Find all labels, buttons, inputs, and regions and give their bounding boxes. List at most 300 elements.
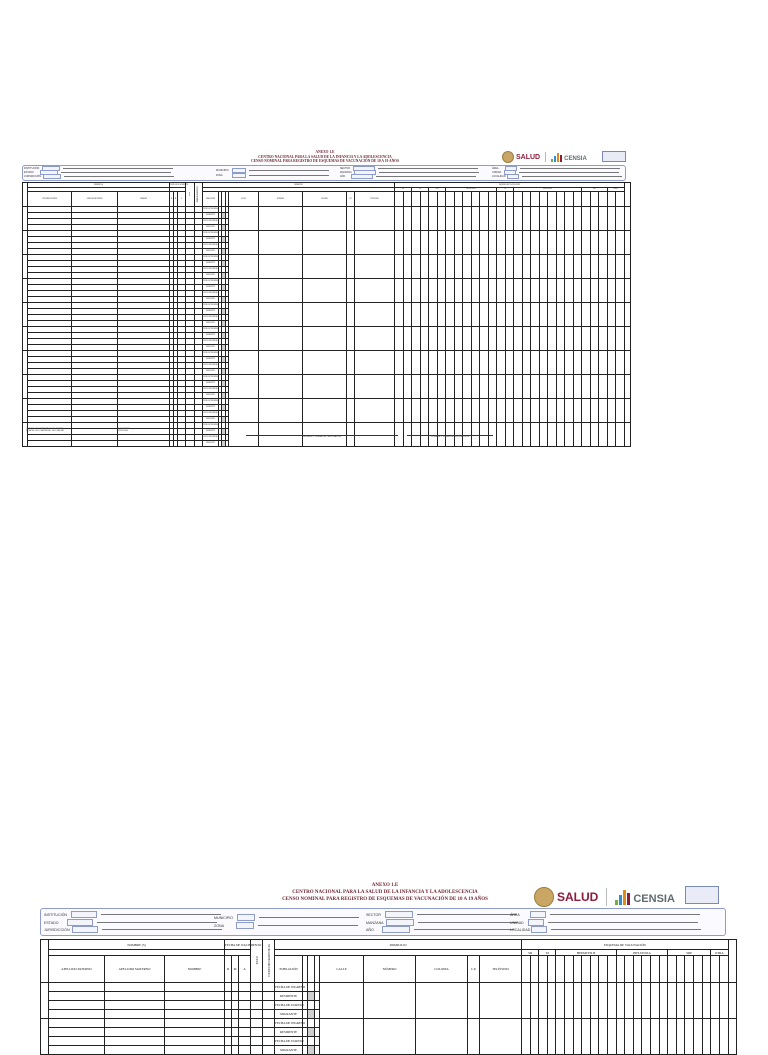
- folio-box[interactable]: [602, 151, 626, 162]
- cell-cp[interactable]: [347, 207, 355, 231]
- cell-dose[interactable]: [497, 375, 506, 399]
- cell-dose[interactable]: [573, 231, 582, 255]
- field-sector-detail[interactable]: SECTOR: [366, 911, 517, 918]
- cell-dose[interactable]: [607, 207, 616, 231]
- cell-dose[interactable]: [471, 279, 480, 303]
- field-municipio[interactable]: MUNICIPIO: [216, 168, 329, 173]
- cell-dose[interactable]: [412, 255, 421, 279]
- cell-dose[interactable]: [565, 399, 574, 423]
- cell-dose[interactable]: [676, 983, 685, 1019]
- cell-numero[interactable]: [259, 327, 303, 351]
- cell-dose[interactable]: [471, 399, 480, 423]
- cell-nombre[interactable]: [165, 1037, 225, 1046]
- cell-numero[interactable]: [364, 1019, 416, 1055]
- cell-dose[interactable]: [514, 255, 523, 279]
- cell-dose[interactable]: [505, 303, 514, 327]
- cell-check[interactable]: [308, 1019, 315, 1028]
- cell-dose[interactable]: [608, 1019, 617, 1055]
- cell-dose[interactable]: [599, 423, 608, 447]
- cell-dose[interactable]: [420, 255, 429, 279]
- cell-apellido-paterno[interactable]: [49, 1028, 105, 1037]
- cell-dose[interactable]: [531, 207, 540, 231]
- cell-dose[interactable]: [565, 303, 574, 327]
- cell-check[interactable]: [315, 1001, 320, 1010]
- cell-dose[interactable]: [497, 231, 506, 255]
- cell-dose[interactable]: [429, 279, 438, 303]
- cell-dose[interactable]: [548, 351, 557, 375]
- cell-calle[interactable]: [229, 399, 259, 423]
- cell-check[interactable]: [308, 1001, 315, 1010]
- cell-dose[interactable]: [668, 983, 677, 1019]
- field-anio-detail[interactable]: AÑO: [366, 926, 514, 933]
- cell-dose[interactable]: [607, 327, 616, 351]
- cell-apellido-materno[interactable]: [105, 983, 165, 992]
- cell-dose[interactable]: [565, 279, 574, 303]
- cell-dose[interactable]: [403, 207, 412, 231]
- cell-dose[interactable]: [395, 327, 404, 351]
- cell-dose[interactable]: [480, 231, 489, 255]
- cell-dose[interactable]: [514, 327, 523, 351]
- cell-dose[interactable]: [702, 1019, 711, 1055]
- cell-dose[interactable]: [463, 231, 472, 255]
- cell-dose[interactable]: [514, 423, 523, 447]
- cell-dose[interactable]: [539, 279, 548, 303]
- cell-fecha-sexo[interactable]: [239, 1019, 251, 1028]
- cell-dose[interactable]: [403, 255, 412, 279]
- cell-dose[interactable]: [556, 255, 565, 279]
- cell-dose[interactable]: [522, 279, 531, 303]
- cell-dose[interactable]: [539, 255, 548, 279]
- cell-fecha-sexo[interactable]: [232, 1028, 239, 1037]
- cell-fecha-sexo[interactable]: [232, 1001, 239, 1010]
- cell-dose[interactable]: [429, 375, 438, 399]
- cell-dose[interactable]: [608, 983, 617, 1019]
- cell-dose[interactable]: [590, 983, 599, 1019]
- cell-telefono[interactable]: [355, 375, 395, 399]
- cell-dose[interactable]: [514, 207, 523, 231]
- cell-dose[interactable]: [547, 1019, 556, 1055]
- cell-dose[interactable]: [607, 375, 616, 399]
- cell-dose[interactable]: [446, 351, 455, 375]
- cell-dose[interactable]: [582, 207, 591, 231]
- cell-dose[interactable]: [565, 1019, 574, 1055]
- cell-fecha-sexo[interactable]: [251, 983, 263, 992]
- cell-dose[interactable]: [607, 351, 616, 375]
- cell-check[interactable]: [315, 1010, 320, 1019]
- cell-dose[interactable]: [616, 983, 625, 1019]
- cell-dose[interactable]: [573, 207, 582, 231]
- cell-fecha-sexo[interactable]: [263, 1001, 275, 1010]
- cell-dose[interactable]: [437, 399, 446, 423]
- cell-dose[interactable]: [616, 1019, 625, 1055]
- cell-numero[interactable]: [259, 399, 303, 423]
- cell-colonia[interactable]: [303, 231, 347, 255]
- cell-colonia[interactable]: [303, 279, 347, 303]
- cell-numero[interactable]: [364, 983, 416, 1019]
- cell-dose[interactable]: [531, 399, 540, 423]
- cell-dose[interactable]: [693, 983, 702, 1019]
- cell-dose[interactable]: [616, 327, 625, 351]
- cell-dose[interactable]: [556, 351, 565, 375]
- cell-dose[interactable]: [505, 255, 514, 279]
- cell-fecha-sexo[interactable]: [232, 983, 239, 992]
- cell-dose[interactable]: [607, 399, 616, 423]
- cell-cp[interactable]: [347, 399, 355, 423]
- cell-dose[interactable]: [497, 255, 506, 279]
- cell-dose[interactable]: [531, 351, 540, 375]
- cell-apellido-paterno[interactable]: [49, 1046, 105, 1055]
- cell-cp[interactable]: [468, 983, 480, 1019]
- cell-colonia[interactable]: [303, 399, 347, 423]
- cell-fecha-sexo[interactable]: [251, 992, 263, 1001]
- cell-nombre[interactable]: [165, 1028, 225, 1037]
- cell-dose[interactable]: [454, 231, 463, 255]
- cell-dose[interactable]: [650, 983, 659, 1019]
- cell-dose[interactable]: [429, 399, 438, 423]
- cell-nombre[interactable]: [165, 1010, 225, 1019]
- cell-dose[interactable]: [480, 351, 489, 375]
- cell-nombre[interactable]: [165, 1001, 225, 1010]
- cell-dose[interactable]: [522, 375, 531, 399]
- field-localidad[interactable]: LOCALIDAD: [492, 174, 622, 179]
- cell-fecha-sexo[interactable]: [251, 1046, 263, 1055]
- cell-dose[interactable]: [463, 303, 472, 327]
- cell-dose[interactable]: [471, 375, 480, 399]
- cell-calle[interactable]: [320, 983, 364, 1019]
- cell-dose[interactable]: [471, 231, 480, 255]
- field-institucion[interactable]: INSTITUCIÓN: [24, 166, 173, 171]
- cell-dose[interactable]: [616, 207, 625, 231]
- cell-colonia[interactable]: [303, 207, 347, 231]
- cell-colonia[interactable]: [303, 255, 347, 279]
- cell-dose[interactable]: [539, 303, 548, 327]
- cell-nombre[interactable]: [118, 441, 170, 447]
- cell-calle[interactable]: [229, 279, 259, 303]
- cell-dose[interactable]: [599, 983, 608, 1019]
- cell-calle[interactable]: [229, 327, 259, 351]
- cell-dose[interactable]: [522, 399, 531, 423]
- cell-dose[interactable]: [395, 303, 404, 327]
- cell-dose[interactable]: [582, 399, 591, 423]
- cell-dose[interactable]: [548, 303, 557, 327]
- cell-dose[interactable]: [573, 351, 582, 375]
- cell-dose[interactable]: [420, 279, 429, 303]
- cell-dose[interactable]: [454, 303, 463, 327]
- cell-dose[interactable]: [480, 207, 489, 231]
- cell-dose[interactable]: [403, 399, 412, 423]
- cell-dose[interactable]: [488, 399, 497, 423]
- cell-telefono[interactable]: [355, 303, 395, 327]
- cell-dose[interactable]: [676, 1019, 685, 1055]
- cell-fecha-sexo[interactable]: [232, 1046, 239, 1055]
- cell-dose[interactable]: [420, 375, 429, 399]
- cell-dose[interactable]: [599, 375, 608, 399]
- cell-apellido-materno[interactable]: [105, 992, 165, 1001]
- field-zona-detail[interactable]: ZONA: [214, 922, 358, 929]
- cell-dose[interactable]: [497, 279, 506, 303]
- cell-dose[interactable]: [480, 399, 489, 423]
- cell-dose[interactable]: [556, 327, 565, 351]
- cell-dose[interactable]: [488, 327, 497, 351]
- cell-dose[interactable]: [548, 423, 557, 447]
- cell-dose[interactable]: [395, 375, 404, 399]
- cell-fecha-sexo[interactable]: [239, 1028, 251, 1037]
- field-localidad-detail[interactable]: LOCALIDAD: [510, 926, 701, 933]
- cell-colonia[interactable]: [303, 303, 347, 327]
- cell-dose[interactable]: [454, 399, 463, 423]
- cell-dose[interactable]: [522, 207, 531, 231]
- cell-dose[interactable]: [590, 231, 599, 255]
- cell-dose[interactable]: [420, 207, 429, 231]
- cell-dose[interactable]: [463, 207, 472, 231]
- cell-colonia[interactable]: [416, 1019, 468, 1055]
- cell-dose[interactable]: [539, 423, 548, 447]
- cell-dose[interactable]: [420, 327, 429, 351]
- cell-numero[interactable]: [259, 207, 303, 231]
- cell-dose[interactable]: [556, 231, 565, 255]
- field-unidad-detail[interactable]: UNIDAD: [510, 919, 698, 926]
- cell-dose[interactable]: [446, 231, 455, 255]
- cell-dose[interactable]: [659, 1019, 668, 1055]
- cell-dose[interactable]: [497, 327, 506, 351]
- cell-dose[interactable]: [531, 375, 540, 399]
- field-sector[interactable]: SECTOR: [340, 166, 478, 171]
- cell-calle[interactable]: [229, 255, 259, 279]
- cell-dose[interactable]: [420, 399, 429, 423]
- cell-dose[interactable]: [395, 399, 404, 423]
- cell-fecha-sexo[interactable]: [239, 983, 251, 992]
- cell-fecha-sexo[interactable]: [239, 992, 251, 1001]
- cell-apellido-paterno[interactable]: [49, 983, 105, 992]
- cell-dose[interactable]: [446, 327, 455, 351]
- cell-dose[interactable]: [590, 1019, 599, 1055]
- cell-dose[interactable]: [454, 279, 463, 303]
- cell-dose[interactable]: [616, 351, 625, 375]
- cell-dose[interactable]: [420, 303, 429, 327]
- cell-dose[interactable]: [582, 423, 591, 447]
- cell-dose[interactable]: [556, 399, 565, 423]
- field-estado-detail[interactable]: ESTADO: [44, 919, 217, 926]
- cell-dose[interactable]: [429, 231, 438, 255]
- cell-telefono[interactable]: [480, 983, 522, 1019]
- cell-dose[interactable]: [454, 375, 463, 399]
- cell-dose[interactable]: [556, 983, 565, 1019]
- cell-colonia[interactable]: [303, 351, 347, 375]
- cell-fecha-sexo[interactable]: [232, 1037, 239, 1046]
- cell-dose[interactable]: [590, 207, 599, 231]
- cell-dose[interactable]: [573, 399, 582, 423]
- cell-dose[interactable]: [471, 207, 480, 231]
- cell-dose[interactable]: [607, 279, 616, 303]
- cell-apellido-paterno[interactable]: [49, 992, 105, 1001]
- cell-nombre[interactable]: [165, 1019, 225, 1028]
- cell-dose[interactable]: [480, 303, 489, 327]
- cell-fecha-sexo[interactable]: [239, 1046, 251, 1055]
- cell-dose[interactable]: [531, 255, 540, 279]
- cell-colonia[interactable]: [303, 375, 347, 399]
- cell-numero[interactable]: [259, 279, 303, 303]
- cell-dose[interactable]: [539, 399, 548, 423]
- cell-apellido-paterno[interactable]: [49, 1010, 105, 1019]
- cell-apellido-materno[interactable]: [105, 1037, 165, 1046]
- cell-dose[interactable]: [556, 375, 565, 399]
- cell-dose[interactable]: [590, 279, 599, 303]
- cell-dose[interactable]: [573, 1019, 582, 1055]
- cell-dose[interactable]: [429, 327, 438, 351]
- cell-fecha-sexo[interactable]: [178, 441, 186, 447]
- cell-dose[interactable]: [412, 399, 421, 423]
- cell-dose[interactable]: [514, 279, 523, 303]
- cell-dose[interactable]: [505, 207, 514, 231]
- cell-fecha-sexo[interactable]: [251, 1028, 263, 1037]
- cell-apellido-materno[interactable]: [105, 1019, 165, 1028]
- cell-check[interactable]: [315, 992, 320, 1001]
- cell-dose[interactable]: [548, 327, 557, 351]
- cell-fecha-sexo[interactable]: [232, 1019, 239, 1028]
- cell-dose[interactable]: [437, 303, 446, 327]
- cell-fecha-sexo[interactable]: [251, 1037, 263, 1046]
- cell-dose[interactable]: [505, 351, 514, 375]
- cell-dose[interactable]: [539, 351, 548, 375]
- cell-dose[interactable]: [556, 303, 565, 327]
- cell-dose[interactable]: [565, 423, 574, 447]
- cell-dose[interactable]: [719, 983, 728, 1019]
- cell-dose[interactable]: [505, 423, 514, 447]
- cell-apellido-materno[interactable]: [105, 1001, 165, 1010]
- cell-dose[interactable]: [711, 1019, 720, 1055]
- cell-fecha-sexo[interactable]: [239, 1001, 251, 1010]
- cell-nombre[interactable]: [165, 992, 225, 1001]
- cell-dose[interactable]: [531, 423, 540, 447]
- cell-dose[interactable]: [590, 423, 599, 447]
- cell-dose[interactable]: [463, 255, 472, 279]
- folio-box-detail[interactable]: [685, 886, 719, 904]
- cell-apellido-paterno[interactable]: [28, 441, 72, 447]
- cell-dose[interactable]: [616, 423, 625, 447]
- cell-dose[interactable]: [437, 231, 446, 255]
- cell-check[interactable]: [315, 1028, 320, 1037]
- cell-dose[interactable]: [522, 983, 531, 1019]
- cell-fecha-sexo[interactable]: [263, 1010, 275, 1019]
- cell-dose[interactable]: [616, 303, 625, 327]
- cell-fecha-sexo[interactable]: [225, 1010, 232, 1019]
- cell-dose[interactable]: [625, 1019, 634, 1055]
- cell-dose[interactable]: [395, 351, 404, 375]
- cell-dose[interactable]: [565, 327, 574, 351]
- cell-dose[interactable]: [454, 255, 463, 279]
- cell-dose[interactable]: [522, 303, 531, 327]
- cell-dose[interactable]: [599, 231, 608, 255]
- cell-dose[interactable]: [590, 375, 599, 399]
- cell-dose[interactable]: [711, 983, 720, 1019]
- cell-dose[interactable]: [505, 375, 514, 399]
- cell-cp[interactable]: [347, 231, 355, 255]
- cell-dose[interactable]: [505, 327, 514, 351]
- cell-fecha-sexo[interactable]: [232, 992, 239, 1001]
- cell-dose[interactable]: [395, 231, 404, 255]
- cell-dose[interactable]: [514, 231, 523, 255]
- cell-dose[interactable]: [446, 255, 455, 279]
- cell-apellido-paterno[interactable]: [49, 1001, 105, 1010]
- cell-dose[interactable]: [497, 423, 506, 447]
- cell-cp[interactable]: [347, 279, 355, 303]
- field-jurisdiccion[interactable]: JURISDICCIÓN: [24, 174, 174, 179]
- cell-dose[interactable]: [463, 399, 472, 423]
- cell-numero[interactable]: [259, 375, 303, 399]
- cell-apellido-materno[interactable]: [105, 1028, 165, 1037]
- cell-dose[interactable]: [616, 255, 625, 279]
- cell-dose[interactable]: [463, 327, 472, 351]
- cell-dose[interactable]: [607, 423, 616, 447]
- cell-fecha-sexo[interactable]: [225, 1019, 232, 1028]
- cell-dose[interactable]: [702, 983, 711, 1019]
- cell-dose[interactable]: [548, 231, 557, 255]
- cell-dose[interactable]: [530, 1019, 539, 1055]
- field-institucion-detail[interactable]: INSTITUCIÓN: [44, 911, 221, 918]
- cell-numero[interactable]: [259, 303, 303, 327]
- cell-dose[interactable]: [488, 351, 497, 375]
- cell-dose[interactable]: [565, 231, 574, 255]
- cell-dose[interactable]: [437, 351, 446, 375]
- cell-dose[interactable]: [548, 399, 557, 423]
- cell-dose[interactable]: [547, 983, 556, 1019]
- cell-dose[interactable]: [471, 351, 480, 375]
- cell-dose[interactable]: [616, 375, 625, 399]
- field-area-detail[interactable]: ÁREA: [510, 911, 700, 918]
- cell-dose[interactable]: [488, 231, 497, 255]
- cell-fecha-sexo[interactable]: [225, 1046, 232, 1055]
- cell-check[interactable]: [308, 1010, 315, 1019]
- cell-apellido-paterno[interactable]: [49, 1019, 105, 1028]
- cell-telefono[interactable]: [355, 327, 395, 351]
- cell-fecha-sexo[interactable]: [239, 1010, 251, 1019]
- cell-dose[interactable]: [573, 303, 582, 327]
- cell-dose[interactable]: [522, 231, 531, 255]
- cell-dose[interactable]: [573, 279, 582, 303]
- cell-dose[interactable]: [607, 231, 616, 255]
- cell-check[interactable]: [315, 1046, 320, 1055]
- cell-dose[interactable]: [607, 255, 616, 279]
- cell-dose[interactable]: [463, 351, 472, 375]
- cell-dose[interactable]: [685, 1019, 694, 1055]
- cell-calle[interactable]: [229, 351, 259, 375]
- cell-dose[interactable]: [412, 327, 421, 351]
- cell-dose[interactable]: [488, 375, 497, 399]
- cell-dose[interactable]: [693, 1019, 702, 1055]
- cell-dose[interactable]: [403, 327, 412, 351]
- cell-dose[interactable]: [454, 207, 463, 231]
- cell-dose[interactable]: [599, 327, 608, 351]
- cell-dose[interactable]: [463, 279, 472, 303]
- cell-dose[interactable]: [446, 399, 455, 423]
- cell-dose[interactable]: [463, 375, 472, 399]
- cell-dose[interactable]: [539, 327, 548, 351]
- cell-dose[interactable]: [531, 327, 540, 351]
- cell-dose[interactable]: [548, 375, 557, 399]
- cell-dose[interactable]: [446, 303, 455, 327]
- cell-dose[interactable]: [590, 255, 599, 279]
- cell-cp[interactable]: [347, 303, 355, 327]
- cell-fecha-sexo[interactable]: [263, 1019, 275, 1028]
- cell-dose[interactable]: [480, 255, 489, 279]
- cell-dose[interactable]: [556, 423, 565, 447]
- cell-dose[interactable]: [565, 207, 574, 231]
- cell-dose[interactable]: [556, 279, 565, 303]
- field-municipio-detail[interactable]: MUNICIPIO: [214, 914, 359, 921]
- cell-dose[interactable]: [522, 255, 531, 279]
- cell-dose[interactable]: [471, 255, 480, 279]
- cell-dose[interactable]: [548, 207, 557, 231]
